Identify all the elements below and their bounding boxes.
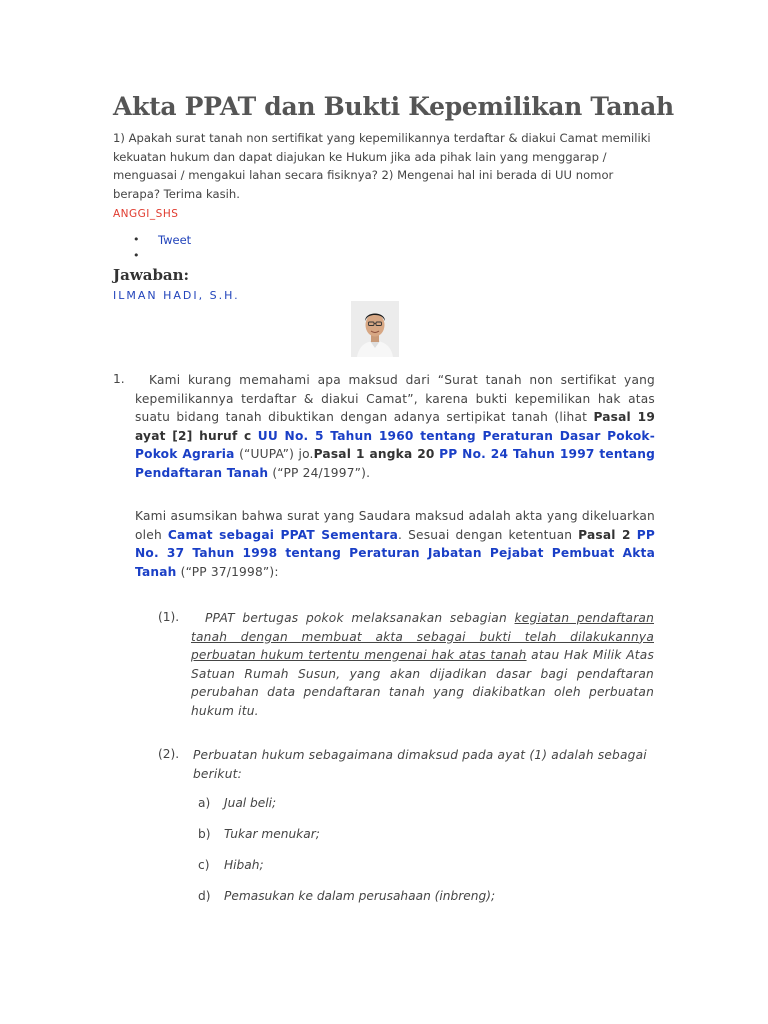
answerer-avatar [351, 301, 399, 357]
assumption-text-a: Kami asumsikan bahwa surat yang Saudara maksud adalah akta yang dikeluarkan oleh [135, 509, 655, 542]
list-item-text: Pemasukan ke dalam perusahaan (inbreng); [224, 889, 496, 903]
answerer-name: ILMAN HADI, S.H. [113, 289, 240, 302]
quote-2-paragraph: Perbuatan hukum sebagaimana dimaksud pada ayat (1) adalah sebagai berikut: [193, 748, 647, 781]
point-1-paragraph [135, 371, 655, 482]
uupa-link[interactable]: UU No. 5 Tahun 1960 tentang Peraturan Dasar Pokok-Pokok Agraria [135, 428, 655, 461]
assumption-paragraph [135, 507, 655, 581]
share-list [113, 233, 191, 265]
list-item-text: Jual beli; [224, 796, 277, 810]
pasal-1-ref: Pasal 1 angka 20 [313, 447, 435, 461]
list-item-label: c) [198, 858, 210, 872]
list-item-label: b) [198, 827, 211, 841]
point-1-text-c: (“PP 24/1997”). [268, 465, 371, 480]
share-item-empty [113, 249, 191, 265]
share-item-tweet [113, 233, 191, 249]
quote-1-text-a: PPAT bertugas pokok melaksanakan sebagian [205, 611, 515, 625]
list-item-label: d) [198, 889, 211, 903]
pasal-19-ref: Pasal 19 ayat [2] huruf c [135, 410, 655, 443]
quote-1-paragraph [191, 609, 654, 720]
pp-37-1998-link[interactable]: PP No. 37 Tahun 1998 tentang Peraturan Jabatan Pejabat Pembuat Akta Tanah [135, 527, 655, 579]
camat-ppat-link[interactable]: Camat sebagai PPAT Sementara [167, 527, 399, 542]
list-item-text: Tukar menukar; [224, 827, 320, 841]
pp-24-1997-link[interactable]: PP No. 24 Tahun 1997 tentang Pendaftaran Tanah [135, 447, 656, 480]
assumption-text-b: . Sesuai dengan ketentuan [398, 527, 579, 542]
tweet-link[interactable]: Tweet [158, 233, 192, 247]
quote-2-number: (2). [158, 747, 180, 761]
quote-1-underlined: kegiatan pendaftaran tanah dengan membuat akta sebagai bukti telah dilakukannya perbuatan hukum tertentu mengenai hak atas tanah [191, 611, 655, 662]
quote-1-number: (1). [158, 610, 180, 624]
list-item-text: Hibah; [224, 858, 264, 872]
assumption-text-c: (“PP 37/1998”): [176, 564, 279, 579]
author-link[interactable]: ANGGI_SHS [113, 208, 179, 220]
point-1-text-a: Kami kurang memahami apa maksud dari “Surat tanah non sertifikat yang kepemilikannya terdaftar & diakui Camat”, karena bukti kepemilikan hak atas suatu bidang tanah dibuktikan dengan adanya sertipikat tanah (lihat [135, 373, 655, 424]
avatar-image [351, 301, 399, 357]
article-title: Akta PPAT dan Bukti Kepemilikan Tanah [113, 92, 674, 121]
list-item-label: a) [198, 796, 211, 810]
pasal-2-ref: Pasal 2 [578, 527, 631, 542]
point-number: 1. [113, 372, 125, 386]
question-text: 1) Apakah surat tanah non sertifikat yang kepemilikannya terdaftar & diakui Camat memiliki kekuatan hukum dan dapat diajukan ke Hukum jika ada pihak lain yang menggarap / menguasai / mengakui lahan secara fisiknya? 2) Mengenai hal ini berada di UU nomor berapa? Terima kasih. [113, 131, 651, 201]
quote-1-text-b: atau Hak Milik Atas Satuan Rumah Susun, yang akan dijadikan dasar bagi pendaftaran perubahan data pendaftaran tanah yang diakibatkan oleh perbuatan hukum itu. [191, 648, 654, 718]
answer-heading: Jawaban: [113, 266, 190, 284]
point-1-text-b: (“UUPA”) jo. [234, 447, 314, 461]
